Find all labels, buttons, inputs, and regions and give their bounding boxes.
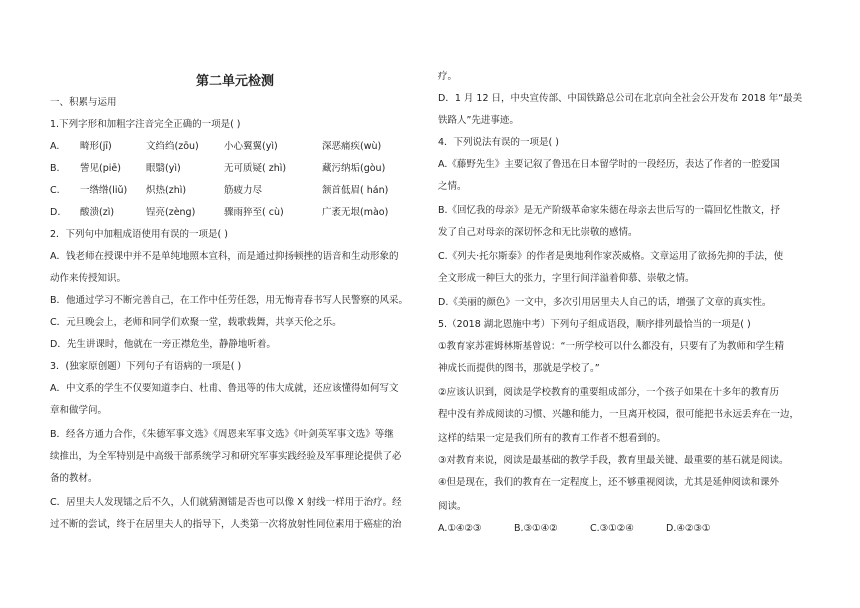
- q5-sentence-2-cont: 程中没有养成阅读的习惯、兴趣和能力，一旦离开校园，很可能把书永远丢弃在一边，: [438, 409, 800, 420]
- page-title: 第二单元检测: [195, 74, 274, 89]
- q5-stem: 5.（2018 湖北恩施中考）下列句子组成语段，顺序排列最恰当的一项是( ): [438, 319, 751, 330]
- q2-option-b: B．他通过学习不断完善自己，在工作中任劳任怨，用无悔青春书写人民警察的风采。: [50, 295, 409, 306]
- q3-stem: 3．(独家原创题）下列句子有语病的一项是( ): [50, 361, 242, 372]
- q1-option-a: A. 畸形(jī) 文绉绉(zōu) 小心翼翼(yì) 深恶痛疾(wù): [50, 141, 382, 152]
- q3-option-b: B．经各方通力合作，《朱德军事文选》《周恩来军事文选》《叶剑英军事文选》等继: [50, 429, 394, 440]
- q4-stem: 4．下列说法有误的一项是( ): [438, 137, 559, 148]
- q3-option-b-cont2: 备的教材。: [50, 473, 98, 484]
- q3-option-c-cont: 过不断的尝试，终于在居里夫人的指导下，人类第一次将放射性同位素用于癌症的治: [50, 519, 402, 530]
- q4-option-b-cont: 发了自己对母亲的深切怀念和无比崇敬的感情。: [438, 227, 638, 238]
- q2-option-c: C．元旦晚会上，老师和同学们欢聚一堂，载歌载舞，共享天伦之乐。: [50, 317, 342, 328]
- q5-sentence-3: ③对教育来说，阅读是最基础的教学手段，教育里最关键、最重要的基石就是阅读。: [438, 455, 789, 466]
- q4-option-d: D.《美丽的颜色》一文中，多次引用居里夫人自己的话，增强了文章的真实性。: [438, 297, 772, 308]
- q1-option-d: D. 酸溃(zì) 锃亮(zèng) 骤雨猝至( cù) 广袤无垠(mào): [50, 207, 389, 218]
- q1-stem: 1.下列字形和加粗字注音完全正确的一项是( ): [50, 119, 241, 130]
- q1-option-b: B. 訾见(piē) 眼翳(yì) 无可质疑( zhì) 藏污纳垢(gòu): [50, 163, 386, 174]
- section-heading: 一、积累与运用: [50, 97, 117, 108]
- q3-option-a: A．中文系的学生不仅要知道李白、杜甫、鲁迅等的伟大成就，还应该懂得如何写文: [50, 383, 399, 394]
- q2-option-a: A．钱老师在授课中并不是单纯地照本宣科，而是通过抑扬顿挫的语音和生动形象的: [50, 251, 399, 262]
- q5-option-c: C.③①②④: [590, 523, 634, 534]
- q5-sentence-1: ①教育家苏霍姆林斯基曾说：“一所学校可以什么都没有，只要有了为教师和学生精: [438, 341, 784, 352]
- q5-sentence-4-cont: 阅读。: [438, 501, 467, 512]
- q5-sentence-2: ②应该认识到，阅读是学校教育的重要组成部分，一个孩子如果在十多年的教育历: [438, 387, 780, 398]
- q4-option-c-cont: 全文形成一种巨大的张力，字里行间洋溢着仰慕、崇敬之情。: [438, 273, 695, 284]
- q2-option-d: D．先生讲课时，他就在一旁正襟危坐，静静地听着。: [50, 339, 276, 350]
- q3-option-b-cont: 续推出，为全军特别是中高级干部系统学习和研究军事实践经验及军事理论提供了必: [50, 451, 402, 462]
- q2-stem: 2．下列句中加粗成语使用有误的一项是( ): [50, 229, 228, 240]
- q4-option-a-cont: 之情。: [438, 181, 467, 192]
- q3-option-d-cont: 铁路人”先进事迹。: [438, 115, 519, 126]
- q4-option-a: A.《藤野先生》主要记叙了鲁迅在日本留学时的一段经历，表达了作者的一腔爱国: [438, 159, 780, 170]
- q5-sentence-1-cont: 神成长而提供的图书，那就是学校了。”: [438, 363, 600, 374]
- q5-option-b: B.③①④②: [514, 523, 558, 534]
- q5-sentence-4: ④但是现在，我们的教育在一定程度上，还不够重视阅读，尤其是延伸阅读和课外: [438, 477, 780, 488]
- q5-options: [438, 523, 810, 535]
- q5-option-d: D.④②③①: [666, 523, 711, 534]
- q5-option-a: A.①④②③: [438, 523, 482, 534]
- q4-option-b: B.《回忆我的母亲》是无产阶级革命家朱德在母亲去世后写的一篇回忆性散文，抒: [438, 205, 781, 216]
- q3-option-a-cont: 章和做学问。: [50, 405, 108, 416]
- q4-option-c: C.《列夫·托尔斯泰》的作者是奥地利作家茨威格。文章运用了欲扬先抑的手法，使: [438, 251, 784, 262]
- q3-option-c-end: 疗。: [438, 71, 458, 82]
- q5-sentence-2-cont2: 这样的结果一定是我们所有的教育工作者不想看到的。: [438, 433, 667, 444]
- q3-option-c: C．居里夫人发现镭之后不久，人们就猜测镭是否也可以像 X 射线一样用于治疗。经: [50, 497, 402, 508]
- q3-option-d: D．1 月 12 日，中央宣传部、中国铁路总公司在北京向全社会公开发布 2018 年“最美: [438, 93, 803, 104]
- q2-option-a-cont: 动作来传授知识。: [50, 273, 127, 284]
- q1-option-c: C. 一绺绺(liǔ) 炽热(zhì) 筋疲力尽 颔首低眉( hán): [50, 185, 389, 196]
